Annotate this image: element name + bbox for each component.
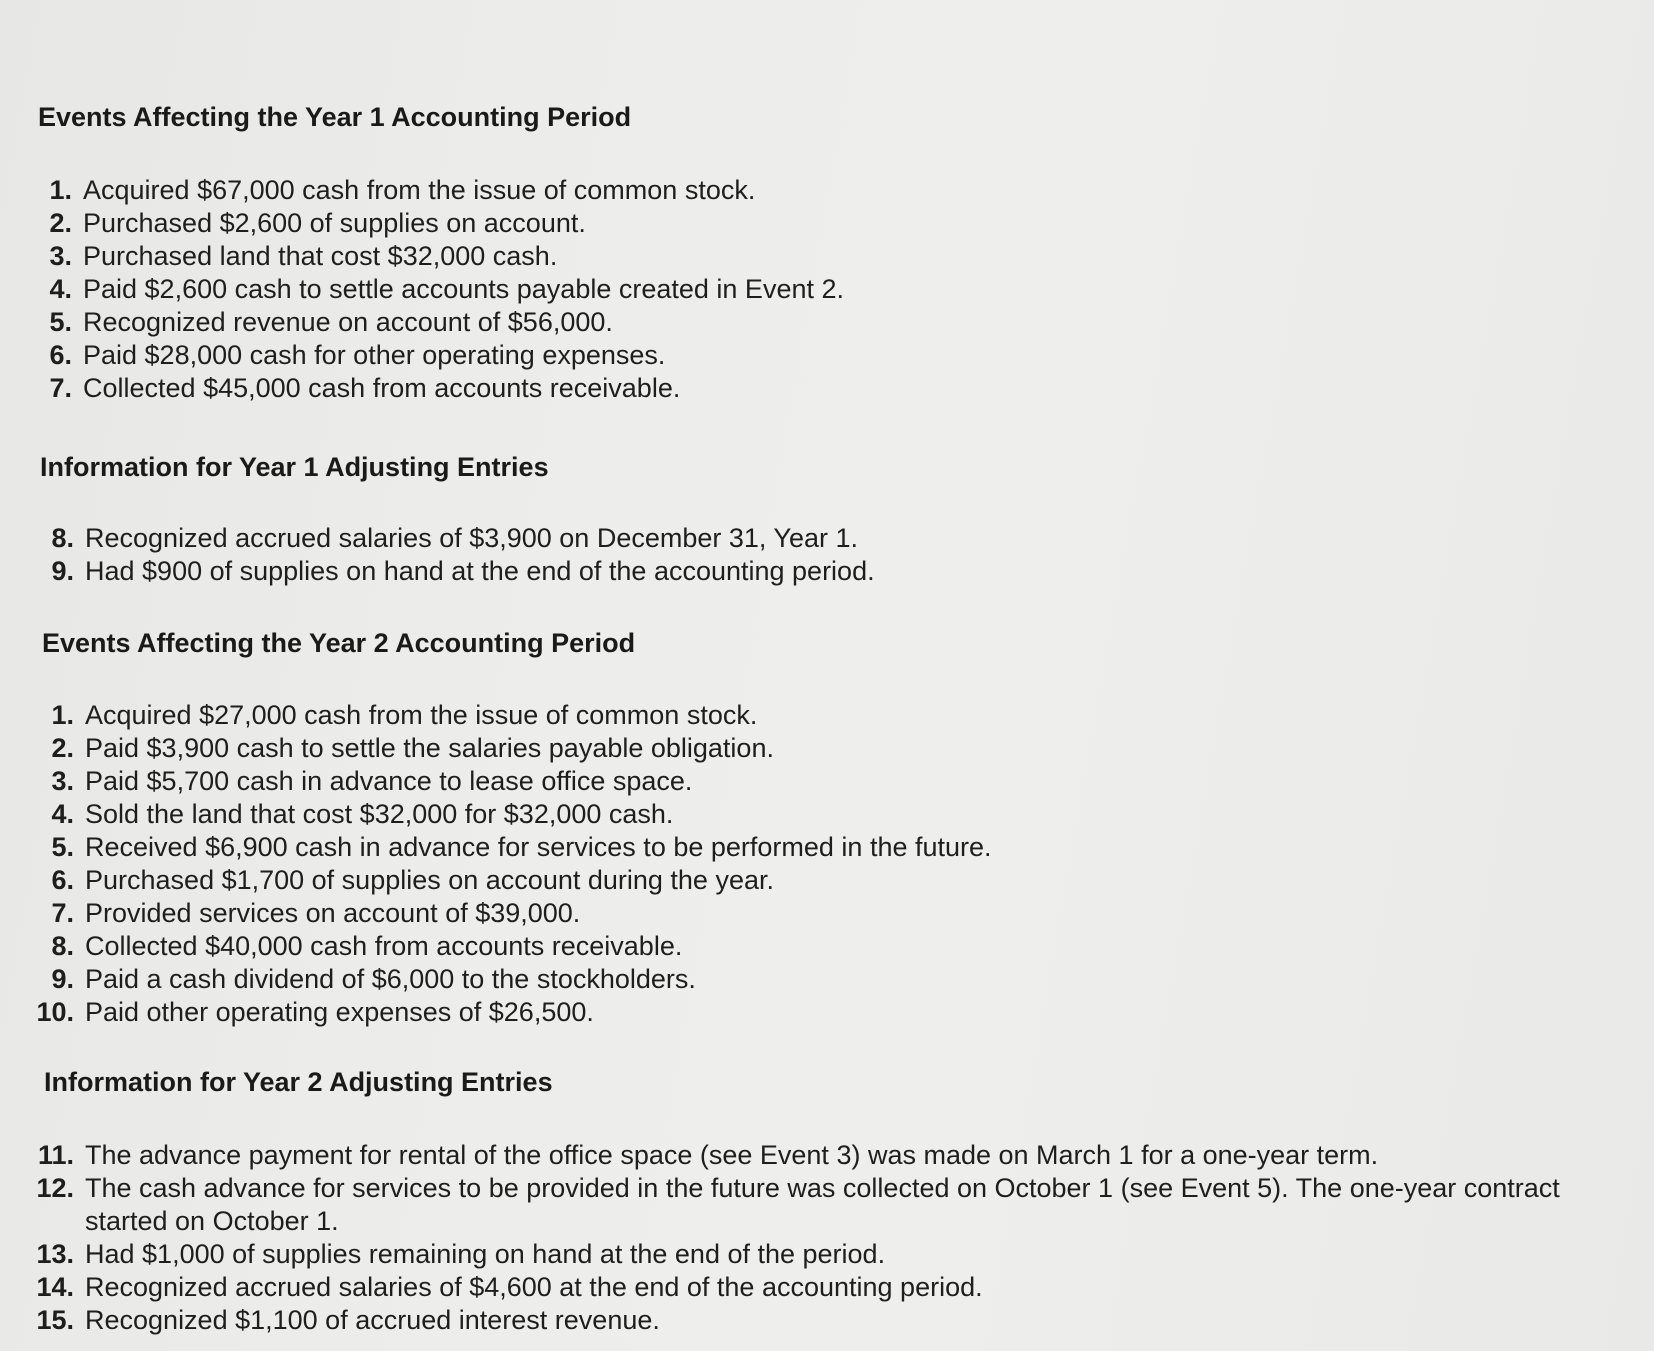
list-item [36, 864, 992, 897]
item-text: Recognized revenue on account of $56,000. [83, 307, 613, 337]
list-item [34, 273, 844, 306]
item-number: 8. [51, 931, 74, 961]
item-number: 2. [49, 208, 72, 238]
list-item [36, 1271, 1596, 1304]
list-item [36, 963, 992, 996]
list-item [36, 798, 992, 831]
list-item [34, 372, 844, 405]
list-item [36, 1139, 1596, 1172]
list-item [34, 174, 844, 207]
item-number: 9. [51, 556, 74, 586]
item-number: 9. [51, 964, 74, 994]
item-text: Acquired $67,000 cash from the issue of common stock. [83, 175, 756, 205]
list-item [36, 897, 992, 930]
list-item [36, 1304, 1596, 1337]
list-item [34, 306, 844, 339]
item-text: Paid $2,600 cash to settle accounts payable created in Event 2. [83, 274, 844, 304]
list-item [36, 996, 992, 1029]
list-item [34, 207, 844, 240]
item-text: Recognized accrued salaries of $3,900 on December 31, Year 1. [85, 523, 858, 553]
item-text: Had $1,000 of supplies remaining on hand at the end of the period. [85, 1239, 886, 1269]
section-heading-year2-adjusting: Information for Year 2 Adjusting Entries [44, 1067, 553, 1097]
section-heading-year1-events: Events Affecting the Year 1 Accounting Period [38, 102, 632, 132]
list-item [36, 522, 875, 555]
item-text: Recognized accrued salaries of $4,600 at the end of the accounting period. [85, 1272, 983, 1302]
item-number: 6. [49, 340, 72, 370]
item-text: Purchased $2,600 of supplies on account. [83, 208, 586, 238]
item-number: 14. [36, 1272, 74, 1302]
item-number: 2. [51, 733, 74, 763]
list-item [36, 555, 875, 588]
item-text: The cash advance for services to be provided in the future was collected on October 1 (see Event 5). The one-year contract started on October 1. [85, 1173, 1560, 1236]
item-text: Received $6,900 cash in advance for services to be performed in the future. [85, 832, 992, 862]
item-number: 5. [49, 307, 72, 337]
year2-events-list [36, 699, 992, 1029]
item-text: Provided services on account of $39,000. [85, 898, 581, 928]
list-item [36, 1238, 1596, 1271]
list-item [36, 1172, 1596, 1238]
item-text: Paid $3,900 cash to settle the salaries payable obligation. [85, 733, 774, 763]
item-text: Purchased $1,700 of supplies on account during the year. [85, 865, 774, 895]
item-text: Had $900 of supplies on hand at the end of the accounting period. [85, 556, 875, 586]
item-number: 7. [49, 373, 72, 403]
item-text: Collected $45,000 cash from accounts receivable. [83, 373, 681, 403]
item-text: Paid $5,700 cash in advance to lease office space. [85, 766, 693, 796]
item-text: Sold the land that cost $32,000 for $32,000 cash. [85, 799, 674, 829]
item-number: 11. [37, 1140, 74, 1170]
item-number: 5. [51, 832, 74, 862]
item-number: 4. [49, 274, 72, 304]
item-number: 13. [36, 1239, 74, 1269]
item-text: Paid other operating expenses of $26,500. [85, 997, 594, 1027]
item-number: 1. [51, 700, 74, 730]
list-item [36, 732, 992, 765]
item-text: Purchased land that cost $32,000 cash. [83, 241, 558, 271]
list-item [36, 831, 992, 864]
item-number: 8. [51, 523, 74, 553]
year1-adjusting-list [36, 522, 875, 588]
list-item [36, 765, 992, 798]
item-text: Recognized $1,100 of accrued interest revenue. [85, 1305, 660, 1335]
item-text: Paid a cash dividend of $6,000 to the stockholders. [85, 964, 696, 994]
year1-events-list [34, 174, 844, 405]
item-text: Collected $40,000 cash from accounts receivable. [85, 931, 683, 961]
item-text: Acquired $27,000 cash from the issue of common stock. [85, 700, 758, 730]
list-item [36, 699, 992, 732]
section-heading-year1-adjusting: Information for Year 1 Adjusting Entries [40, 452, 549, 482]
item-number: 15. [36, 1305, 74, 1335]
item-number: 4. [51, 799, 74, 829]
item-number: 1. [49, 175, 72, 205]
item-text: Paid $28,000 cash for other operating expenses. [83, 340, 666, 370]
list-item [34, 339, 844, 372]
list-item [34, 240, 844, 273]
item-number: 12. [36, 1173, 74, 1203]
item-number: 6. [51, 865, 74, 895]
item-number: 3. [51, 766, 74, 796]
section-heading-year2-events: Events Affecting the Year 2 Accounting Period [42, 628, 636, 658]
year2-adjusting-list [36, 1139, 1596, 1337]
list-item [36, 930, 992, 963]
item-number: 3. [49, 241, 72, 271]
item-number: 7. [51, 898, 74, 928]
item-number: 10. [36, 997, 74, 1027]
item-text: The advance payment for rental of the office space (see Event 3) was made on March 1 for a one-year term. [85, 1140, 1379, 1170]
